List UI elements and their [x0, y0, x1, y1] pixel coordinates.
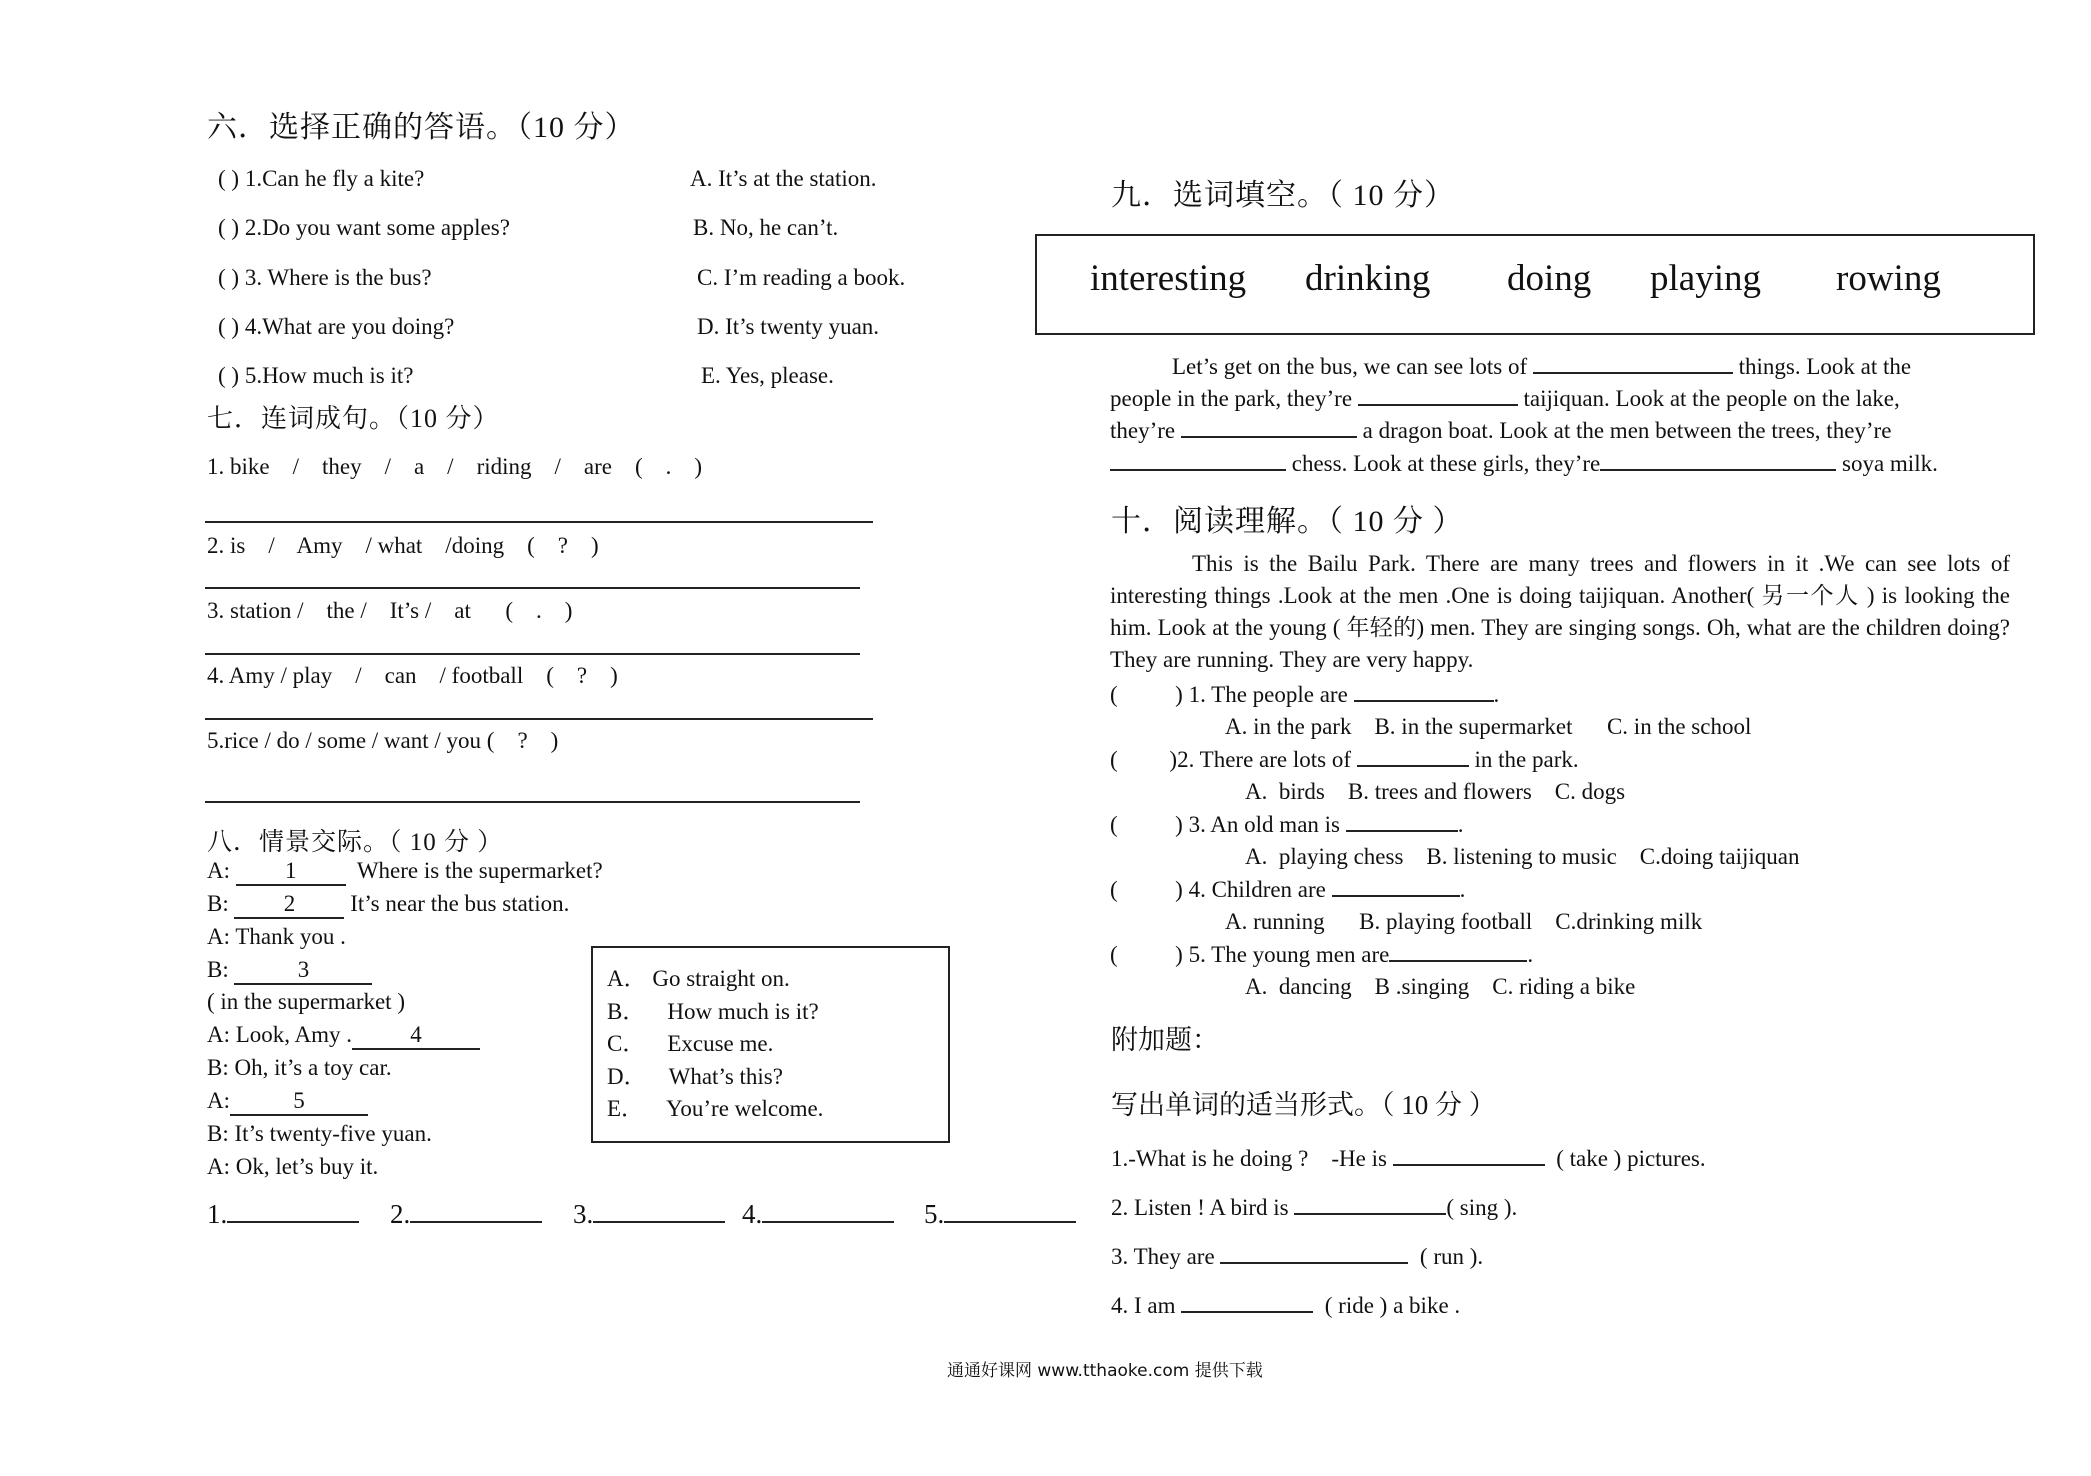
- s9-blank-3[interactable]: [1181, 436, 1357, 438]
- extra-item-2: 2. Listen ! A bird is ( sing ).: [1111, 1195, 1518, 1220]
- s10-options-5: A. dancing B .singing C. riding a bike: [1245, 974, 1636, 999]
- s6-option-d: D. It’s twenty yuan.: [697, 314, 880, 339]
- dialogue-line-8: A: 5: [207, 1088, 368, 1116]
- s9-passage-line-3: they’re a dragon boat. Look at the men between the trees, they’re: [1110, 418, 1892, 443]
- s6-question-4: ( ) 4.What are you doing?: [218, 314, 455, 339]
- dialogue-line-1: A: 1 Where is the supermarket?: [207, 858, 603, 886]
- s7-answer-line-1[interactable]: [205, 521, 873, 523]
- dialogue-blank-5[interactable]: 5: [230, 1088, 368, 1116]
- s10-options-2: A. birds B. trees and flowers C. dogs: [1245, 779, 1626, 804]
- s7-answer-line-2[interactable]: [205, 587, 860, 589]
- section-10-title: 十．阅读理解。（ 10 分 ）: [1111, 505, 1464, 538]
- extra-blank-2[interactable]: [1294, 1213, 1446, 1215]
- section-7-title: 七．连词成句。（10 分）: [207, 404, 500, 433]
- s10-options-3: A. playing chess B. listening to music C.doing taijiquan: [1245, 844, 1800, 869]
- word-bank-item-3: doing: [1507, 258, 1592, 299]
- section-9-title: 九．选词填空。（ 10 分）: [1111, 179, 1455, 212]
- s10-blank-1[interactable]: [1354, 700, 1494, 702]
- dialogue-blank-4[interactable]: 4: [352, 1022, 480, 1050]
- extra-item-4: 4. I am ( ride ) a bike .: [1111, 1293, 1461, 1318]
- dialogue-line-2: B: 2 It’s near the bus station.: [207, 891, 569, 919]
- answer-3: 3.: [573, 1199, 725, 1230]
- box-option-a: A． Go straight on.: [607, 966, 790, 991]
- dialogue-line-5: ( in the supermarket ): [207, 989, 405, 1014]
- extra-item-3: 3. They are ( run ).: [1111, 1244, 1484, 1269]
- answer-blank-5[interactable]: [944, 1221, 1076, 1223]
- s10-blank-4[interactable]: [1332, 895, 1460, 897]
- s10-question-3: ( ) 3. An old man is .: [1110, 812, 1464, 837]
- extra-title: 附加题：: [1111, 1025, 1219, 1055]
- s9-passage-line-1: Let’s get on the bus, we can see lots of things. Look at the: [1172, 354, 1912, 379]
- s10-options-4: A. running B. playing football C.drinking milk: [1225, 909, 1703, 934]
- s6-option-e: E. Yes, please.: [701, 363, 834, 388]
- answer-5: 5.: [924, 1199, 1076, 1230]
- word-bank-item-4: playing: [1650, 258, 1761, 299]
- word-bank-item-1: interesting: [1090, 258, 1247, 299]
- word-bank-item-2: drinking: [1305, 258, 1431, 299]
- s10-blank-5[interactable]: [1389, 960, 1527, 962]
- dialogue-line-7: B: Oh, it’s a toy car.: [207, 1055, 392, 1080]
- box-option-c: C． Excuse me.: [607, 1031, 774, 1056]
- answer-blank-2[interactable]: [410, 1221, 542, 1223]
- s7-item-2: 2. is / Amy / what /doing ( ? ): [207, 533, 599, 558]
- dialogue-line-6: A: Look, Amy . 4: [207, 1022, 480, 1050]
- s7-answer-line-5[interactable]: [205, 801, 860, 803]
- answer-4: 4.: [742, 1199, 894, 1230]
- extra-blank-4[interactable]: [1181, 1311, 1313, 1313]
- s6-option-b: B. No, he can’t.: [693, 215, 839, 240]
- s10-question-2: ( )2. There are lots of in the park.: [1110, 747, 1579, 772]
- s9-passage-line-4: chess. Look at these girls, they’re soya milk.: [1110, 451, 1938, 477]
- s6-question-1: ( ) 1.Can he fly a kite?: [218, 166, 425, 191]
- answer-blank-3[interactable]: [593, 1221, 725, 1223]
- s9-blank-5[interactable]: [1600, 469, 1836, 471]
- s7-item-3: 3. station / the / It’s / at ( . ): [207, 598, 573, 623]
- s10-blank-3[interactable]: [1346, 830, 1458, 832]
- s6-question-3: ( ) 3. Where is the bus?: [218, 265, 432, 290]
- s9-blank-2[interactable]: [1358, 404, 1518, 406]
- section-6-title: 六．选择正确的答语。（10 分）: [207, 111, 636, 144]
- dialogue-blank-3[interactable]: 3: [234, 957, 372, 985]
- dialogue-line-4: B: 3: [207, 957, 372, 985]
- s10-question-5: ( ) 5. The young men are .: [1110, 942, 1534, 967]
- s7-item-1: 1. bike / they / a / riding / are ( . ): [207, 454, 703, 479]
- extra-subtitle: 写出单词的适当形式。（ 10 分 ）: [1111, 1090, 1496, 1120]
- dialogue-line-9: B: It’s twenty-five yuan.: [207, 1121, 432, 1146]
- answer-blank-1[interactable]: [227, 1221, 359, 1223]
- extra-blank-3[interactable]: [1220, 1262, 1408, 1264]
- s7-item-5: 5.rice / do / some / want / you ( ? ): [207, 728, 559, 753]
- s10-passage: This is the Bailu Park. There are many trees and flowers in it .We can see lots of interesting things .Look at the men .One is doing taijiquan. Another( 另一个人 ) is looking the him. Look at the young ( 年轻的) men. They are singing songs. Oh, what are the children doing? They are running. They are very happy.: [1110, 551, 2010, 672]
- box-option-d: D． What’s this?: [607, 1064, 783, 1089]
- s10-options-1: A. in the park B. in the supermarket C. in the school: [1225, 714, 1752, 739]
- box-option-e: E． You’re welcome.: [607, 1096, 824, 1121]
- s10-question-4: ( ) 4. Children are .: [1110, 877, 1466, 902]
- s6-question-5: ( ) 5.How much is it?: [218, 363, 414, 388]
- box-option-b: B． How much is it?: [607, 999, 819, 1024]
- s9-passage-line-2: people in the park, they’re taijiquan. Look at the people on the lake,: [1110, 386, 1900, 411]
- s7-item-4: 4. Amy / play / can / football ( ? ): [207, 663, 618, 688]
- s7-answer-line-3[interactable]: [205, 653, 860, 655]
- section-8-title: 八．情景交际。（ 10 分 ）: [207, 829, 504, 856]
- footer-source: 通通好课网 www.tthaoke.com 提供下载: [947, 1361, 1263, 1381]
- answer-1: 1.: [207, 1199, 359, 1230]
- extra-item-1: 1.-What is he doing ? -He is ( take ) pictures.: [1111, 1146, 1706, 1171]
- dialogue-line-10: A: Ok, let’s buy it.: [207, 1154, 379, 1179]
- s9-blank-1[interactable]: [1533, 372, 1733, 374]
- s6-option-a: A. It’s at the station.: [690, 166, 877, 191]
- s6-option-c: C. I’m reading a book.: [697, 265, 906, 290]
- word-bank-item-5: rowing: [1836, 258, 1941, 299]
- extra-blank-1[interactable]: [1393, 1164, 1545, 1166]
- s10-question-1: ( ) 1. The people are .: [1110, 682, 1500, 707]
- s9-blank-4[interactable]: [1110, 469, 1286, 471]
- dialogue-blank-1[interactable]: 1: [236, 858, 346, 886]
- s10-blank-2[interactable]: [1357, 765, 1469, 767]
- answer-blank-4[interactable]: [762, 1221, 894, 1223]
- answer-2: 2.: [390, 1199, 542, 1230]
- s7-answer-line-4[interactable]: [205, 718, 873, 720]
- dialogue-line-3: A: Thank you .: [207, 924, 346, 949]
- dialogue-blank-2[interactable]: 2: [234, 891, 344, 919]
- s6-question-2: ( ) 2.Do you want some apples?: [218, 215, 510, 240]
